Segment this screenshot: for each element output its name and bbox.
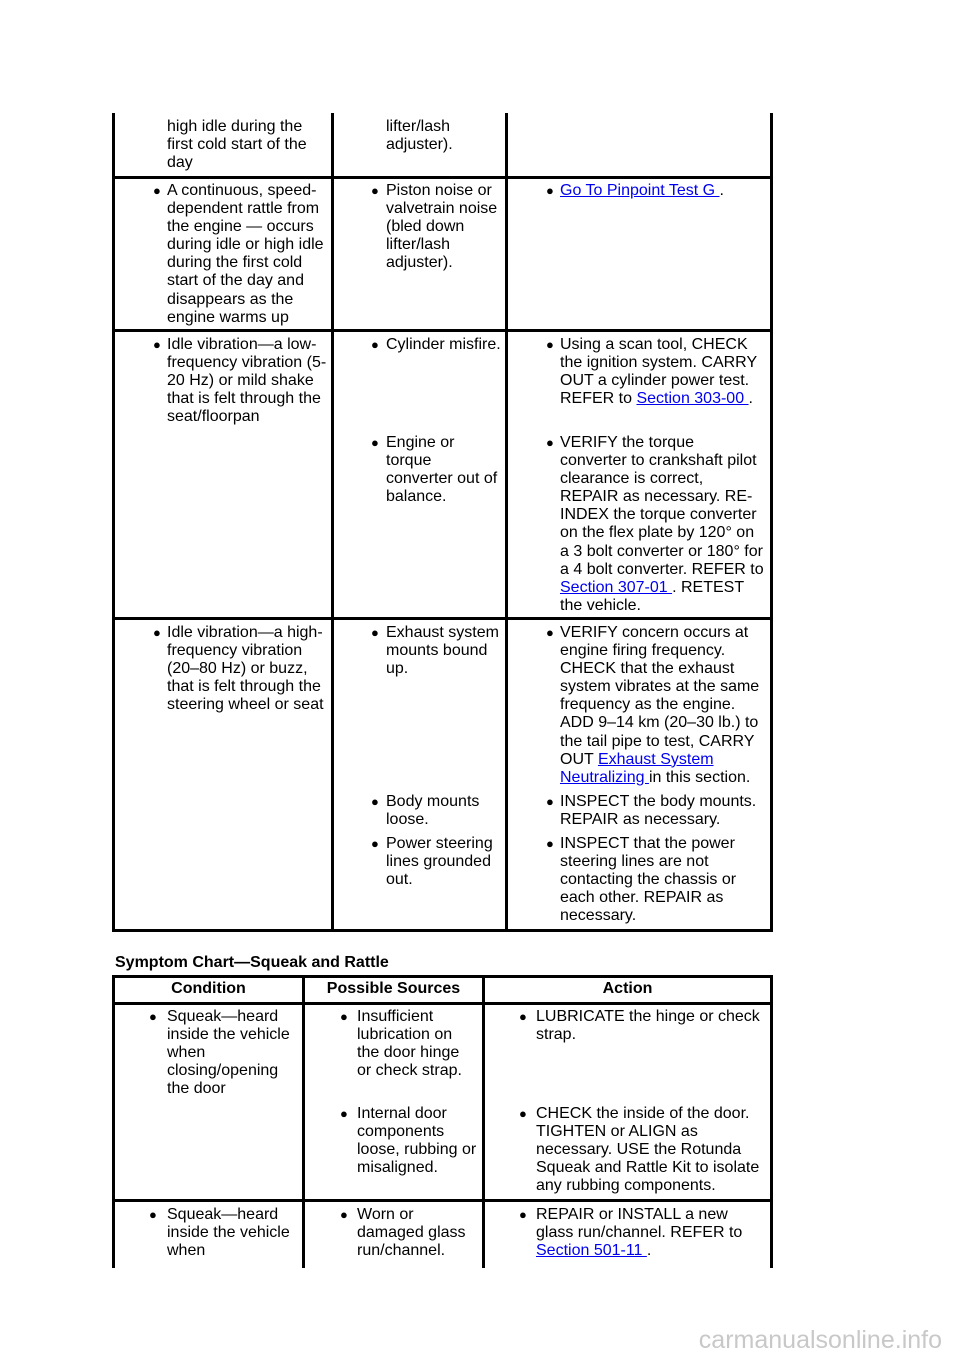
bullet-icon: ●	[340, 1009, 348, 1024]
table2-condition-item	[167, 1206, 290, 1260]
column-header-condition: Condition	[171, 980, 246, 997]
section-link[interactable]: Exhaust System Neutralizing	[560, 750, 714, 786]
bullet-icon: ●	[546, 836, 554, 851]
table1-border-right	[770, 113, 773, 932]
item-text: high idle during the first cold start of the day	[167, 118, 307, 172]
table2-border-top	[112, 975, 773, 978]
table2-action-item	[536, 1105, 759, 1195]
item-text: CHECK the inside of the door. TIGHTEN or ALIGN as necessary. USE the Rotunda Squeak and Rattle Kit to isolate any rubbing components.	[536, 1105, 760, 1195]
item-text: Squeak—heard inside the vehicle when	[167, 1206, 290, 1260]
symptom-chart-title: Symptom Chart—Squeak and Rattle	[115, 954, 389, 971]
table1-row-divider	[112, 329, 773, 332]
table1-source-item	[386, 624, 499, 678]
column-header-action: Action	[602, 980, 653, 997]
item-text: Exhaust system mounts bound up.	[386, 624, 499, 678]
table2-source-item	[357, 1008, 462, 1080]
item-text: LUBRICATE the hinge or check strap.	[536, 1008, 760, 1044]
table1-row-divider	[112, 617, 773, 620]
section-link[interactable]: Section 307-01	[560, 578, 673, 596]
section-link[interactable]: Go To Pinpoint Test G	[560, 182, 720, 199]
table1-source-item	[386, 118, 453, 154]
item-text: VERIFY concern occurs at engine firing frequency. CHECK that the exhaust system vibrates at the same frequency as the engine. ADD 9–14 km (20–30 lb.) to the tail pipe to test, CARRY OUT	[560, 624, 760, 768]
item-text: Using a scan tool, CHECK the ignition system. CARRY OUT a cylinder power test. REFER to	[560, 336, 758, 408]
bullet-icon: ●	[153, 183, 161, 198]
bullet-icon: ●	[519, 1106, 527, 1121]
item-text: . RETEST the vehicle.	[560, 578, 745, 614]
item-text: Power steering lines grounded out.	[386, 835, 493, 889]
item-text: REPAIR or INSTALL a new glass run/channel. REFER to	[536, 1206, 743, 1242]
table1-action-item	[560, 182, 724, 200]
bullet-icon: ●	[371, 183, 379, 198]
table1-source-item	[386, 336, 501, 354]
table2-action-item	[536, 1206, 742, 1260]
item-text: Internal door components loose, rubbing or misaligned.	[357, 1105, 477, 1177]
bullet-icon: ●	[149, 1207, 157, 1222]
item-text: Insufficient lubrication on the door hinge or check strap.	[357, 1008, 462, 1080]
bullet-icon: ●	[340, 1106, 348, 1121]
table1-condition-item	[167, 624, 324, 714]
item-text: A continuous, speed- dependent rattle from the engine — occurs during idle or high idle during the first cold start of the day and disappears as the engine warms up	[167, 182, 324, 326]
section-link[interactable]: Section 501-11	[536, 1242, 647, 1260]
table1-border-bottom	[112, 929, 773, 932]
item-text: .	[719, 182, 724, 199]
bullet-icon: ●	[519, 1009, 527, 1024]
bullet-icon: ●	[149, 1009, 157, 1024]
table1-action-item	[560, 793, 756, 829]
table2-divider-col2	[302, 975, 305, 1268]
bullet-icon: ●	[153, 625, 161, 640]
column-header-possible-sources: Possible Sources	[326, 980, 461, 997]
table1-condition-item	[167, 118, 307, 172]
table1-action-item	[560, 336, 757, 408]
bullet-icon: ●	[371, 625, 379, 640]
bullet-icon: ●	[371, 337, 379, 352]
table1-row-divider	[112, 176, 773, 179]
item-text: VERIFY the torque converter to crankshaft pilot clearance is correct, REPAIR as necessary. RE- INDEX the torque converter on the flex plate by 120° on a 3 bolt converter or 180° for a 4 bolt converter. REFER to	[560, 434, 764, 578]
item-text: Body mounts loose.	[386, 793, 480, 829]
table2-divider-col3	[482, 975, 485, 1268]
table1-divider-col2	[331, 113, 334, 932]
bullet-icon: ●	[153, 337, 161, 352]
item-text: INSPECT the body mounts. REPAIR as necessary.	[560, 793, 757, 829]
table2-row-divider	[112, 1199, 773, 1202]
table1-source-item	[386, 835, 493, 889]
section-link[interactable]: Section 303-00	[636, 390, 749, 408]
item-text: INSPECT that the power steering lines are not contacting the chassis or each other. REPAIR as necessary.	[560, 835, 737, 925]
table1-condition-item	[167, 182, 324, 327]
item-text: lifter/lash adjuster).	[386, 118, 453, 154]
item-text: .	[748, 390, 753, 408]
table1-action-item	[560, 624, 759, 787]
table2-source-item	[357, 1105, 476, 1177]
bullet-icon: ●	[546, 625, 554, 640]
table1-condition-item	[167, 336, 326, 426]
table2-condition-item	[167, 1008, 290, 1098]
item-text: Idle vibration—a high- frequency vibration (20–80 Hz) or buzz, that is felt through the steering wheel or seat	[167, 624, 324, 714]
item-text: in this section.	[648, 768, 751, 786]
bullet-icon: ●	[371, 836, 379, 851]
bullet-icon: ●	[546, 337, 554, 352]
table2-action-item	[536, 1008, 760, 1044]
table1-action-item	[560, 835, 736, 925]
item-text: Engine or torque converter out of balance.	[386, 434, 498, 506]
bullet-icon: ●	[371, 794, 379, 809]
table1-source-item	[386, 182, 497, 272]
table2-border-left	[112, 975, 115, 1268]
table1-border-left	[112, 113, 115, 932]
table1-divider-col3	[505, 113, 508, 932]
table2-border-right	[770, 975, 773, 1268]
item-text: Idle vibration—a low- frequency vibration (5- 20 Hz) or mild shake that is felt through the seat/floorpan	[167, 336, 327, 426]
table1-action-item	[560, 434, 764, 615]
item-text: Worn or damaged glass run/channel.	[357, 1206, 466, 1260]
item-text: Cylinder misfire.	[386, 336, 501, 353]
table1-source-item	[386, 793, 479, 829]
watermark: carmanualsonline.info	[698, 1326, 942, 1354]
item-text: Piston noise or valvetrain noise (bled down lifter/lash adjuster).	[386, 182, 498, 272]
table2-source-item	[357, 1206, 466, 1260]
bullet-icon: ●	[546, 435, 554, 450]
bullet-icon: ●	[546, 794, 554, 809]
bullet-icon: ●	[371, 435, 379, 450]
table1-source-item	[386, 434, 497, 506]
bullet-icon: ●	[340, 1207, 348, 1222]
table2-header-divider	[112, 1002, 773, 1005]
item-text: .	[646, 1242, 652, 1260]
item-text: Squeak—heard inside the vehicle when closing/opening the door	[167, 1008, 290, 1098]
bullet-icon: ●	[519, 1207, 527, 1222]
bullet-icon: ●	[546, 183, 554, 198]
